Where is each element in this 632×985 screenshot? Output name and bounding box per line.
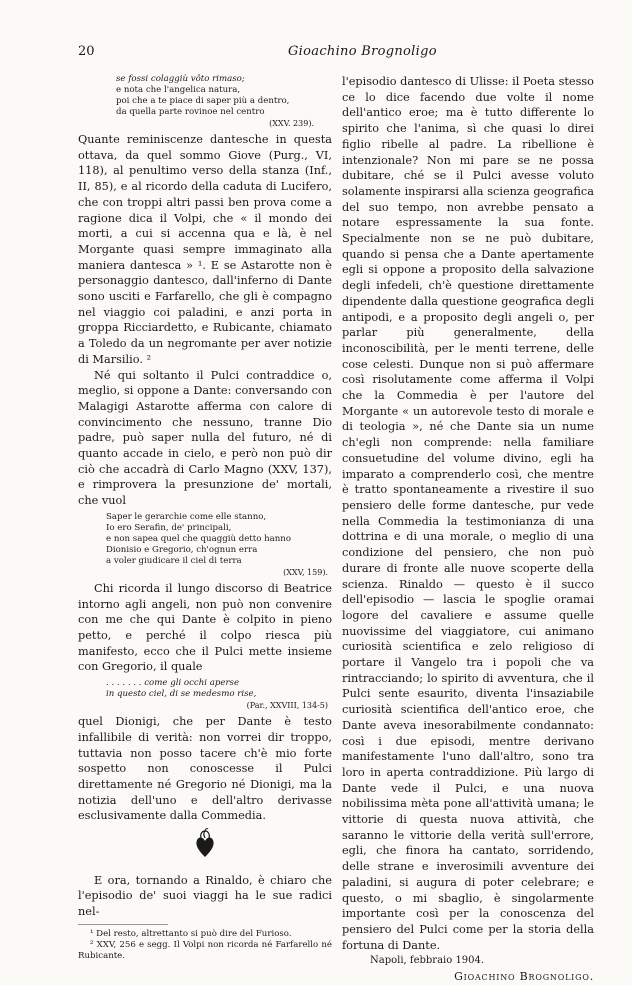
verse-line: in questo ciel, di se medesmo rise, [106, 689, 257, 700]
left-column [78, 74, 332, 962]
verse-line: a voler giudicare il ciel di terra [106, 555, 242, 566]
verse-line: Saper le gerarchie come elle stanno, [106, 511, 267, 522]
verse-reference: (XXV. 239). [269, 119, 314, 128]
verse-line: se fossi colaggiù vôto rimaso; [116, 74, 245, 84]
author-signature: Gioachino Brognoligo. [454, 970, 594, 984]
paragraph: Chi ricorda il lungo discorso di Beatrice intorno agli angeli, non può non convenire con me che qui Dante è colpito in pieno petto, e perché il colpo riesca più manifesto, ecco che il Pulci mette insieme con Gregorio, il quale [78, 581, 332, 674]
paragraph: Né qui soltanto il Pulci contraddice o, meglio, si oppone a Dante: conversando con Malagigi Astarotte afferma con calore di convincimento che nessuno, tranne Dio padre, può saper nulla del futuro, né di quanto accade in cielo, e però non può dir ciò che accadrà di Carlo Magno (XXV, 137), e rimprovera la presunzione de' mortali, che vuol [78, 368, 332, 508]
verse-line: . . . . . . . come gli occhi aperse [106, 678, 240, 689]
verse-line: e non sapea quel che quaggiù detto hanno [106, 533, 292, 544]
footnote: ² XXV, 256 e segg. Il Volpi non ricorda né Farfarello né Rubicante. [78, 939, 332, 961]
verse-quote-3 [78, 678, 332, 711]
verse-quote-2 [78, 512, 332, 578]
right-column [342, 74, 594, 985]
paragraph: Quante reminiscenze dantesche in questa ottava, da quel sommo Giove (Purg., VI, 118), al penultimo verso della stanza (Inf., II, 85), e al ricordo della caduta di Lucifero, che con troppi altri passi ben prova come a ragione dica il Volpi, che « il mondo dei morti, a cui si accenna qua e là, è nel Morgante quasi sempre immaginato alla maniera dantesca » ¹. E se Astarotte non è personaggio dantesco, dall'inferno di Dante sono usciti e Farfarello, che gli è compagno nel viaggio coi paladini, e anzi porta in groppa Ricciardetto, e Rubicante, chiamato a Toledo da un negromante per aver notizie di Marsilio. ² [78, 133, 332, 366]
footnote: ¹ Del resto, altrettanto si può dire del Furioso. [90, 928, 292, 939]
paragraph: l'episodio dantesco di Ulisse: il Poeta stesso ce lo dice facendo due volte il nome dell'antico eroe; ma è tutto differente lo spirito che l'anima, sì che quasi lo direi figlio ribelle al padre. La ribellione è intenzionale? Non mi pare se ne possa dubitare, ché se il Pulci avesse voluto solamente inspirarsi alla scienza geografica del suo tempo, non avrebbe pensato a notare espressamente la sua fonte. Specialmente non se ne può dubitare, quando si pensa che a Dante apertamente egli si oppone a proposito della salvazione degli infedeli, ch'è questione direttamente dipendente dalla questione geografica degli antipodi, e a proposito degli angeli o, per parlar più generalmente, della inconoscibilità, per le menti terrene, delle cose celesti. Dunque non si può affermare così risolutamente come afferma il Volpi che la Commedia è per l'autore del Morgante « un autorevole testo di morale e di teologia », né che Dante sia un nume ch'egli non comprende: nella familiare consuetudine del volume divino, egli ha imparato a comprenderlo così, che mentre è tratto spontaneamente a rivestire il suo pensiero delle forme dantesche, pur vede nella Commedia la testimonianza di una dottrina e di una morale, o meglio di una condizione del pensiero, che non può durare di fronte alle nuove scoperte della scienza. Rinaldo — questo è il succo dell'episodio — lascia le spoglie oramai logore del cavaliere e assume quelle nuovissime del viaggiatore, cui animano curiosità scientifica e zelo religioso di portare il Vangelo tra i popoli che va rintracciando; lo spirito di avventura, che il Pulci sente esaurito, diventa l'insaziabile curiosità scientifica dell'antico eroe, che Dante aveva inesorabilmente condannato: così i due episodi, mentre derivano manifestamente l'uno dall'altro, sono tra loro in aperta contraddizione. Più largo di Dante vede il Pulci, e una nuova nobilissima mèta pone all'attività umana; le vittorie di questa nuova attività, che saranno le vittorie della verità sull'errore, egli, che finora ha cantato, sorridendo, delle strane e inverosimili avventure dei paladini, si augura di poter celebrare; e questo, o mi sbaglio, è singolarmente importante così per la conoscenza del pensiero del Pulci come per la storia della fortuna di Dante. [342, 75, 594, 952]
verse-reference: (Par., XXVIII, 134-5) [246, 701, 328, 711]
dateline: Napoli, febbraio 1904. [370, 955, 485, 967]
page-header [78, 44, 596, 62]
running-title: Gioachino Brognoligo [288, 44, 437, 59]
paragraph: quel Dionigi, che per Dante è testo infallibile di verità: non vorrei dir troppo, tuttavia non posso tacere ch'è mio forte sospetto non conoscesse il Pulci direttamente né Gregorio né Dionigi, ma la notizia dell'uno e dell'altro derivasse esclusivamente dalla Commedia. [78, 715, 332, 823]
verse-line: da quella parte rovinoe nel centro [116, 107, 265, 117]
verse-line: Io ero Serafin, de' principali, [106, 522, 232, 533]
footnotes [78, 929, 332, 962]
heart-ornament-icon [78, 828, 332, 863]
verse-line: e nota che l'angelica natura, [116, 85, 241, 95]
paragraph: E ora, tornando a Rinaldo, è chiaro che l'episodio de' suoi viaggi ha le sue radici nel- [78, 873, 332, 919]
verse-line: Dionisio e Gregorio, ch'ognun erra [106, 544, 258, 555]
verse-reference: (XXV, 159). [283, 567, 328, 577]
footnote-rule [78, 924, 168, 925]
verse-line: poi che a te piace di saper più a dentro, [116, 96, 290, 106]
page-number: 20 [78, 44, 95, 59]
verse-quote-1 [78, 74, 332, 129]
